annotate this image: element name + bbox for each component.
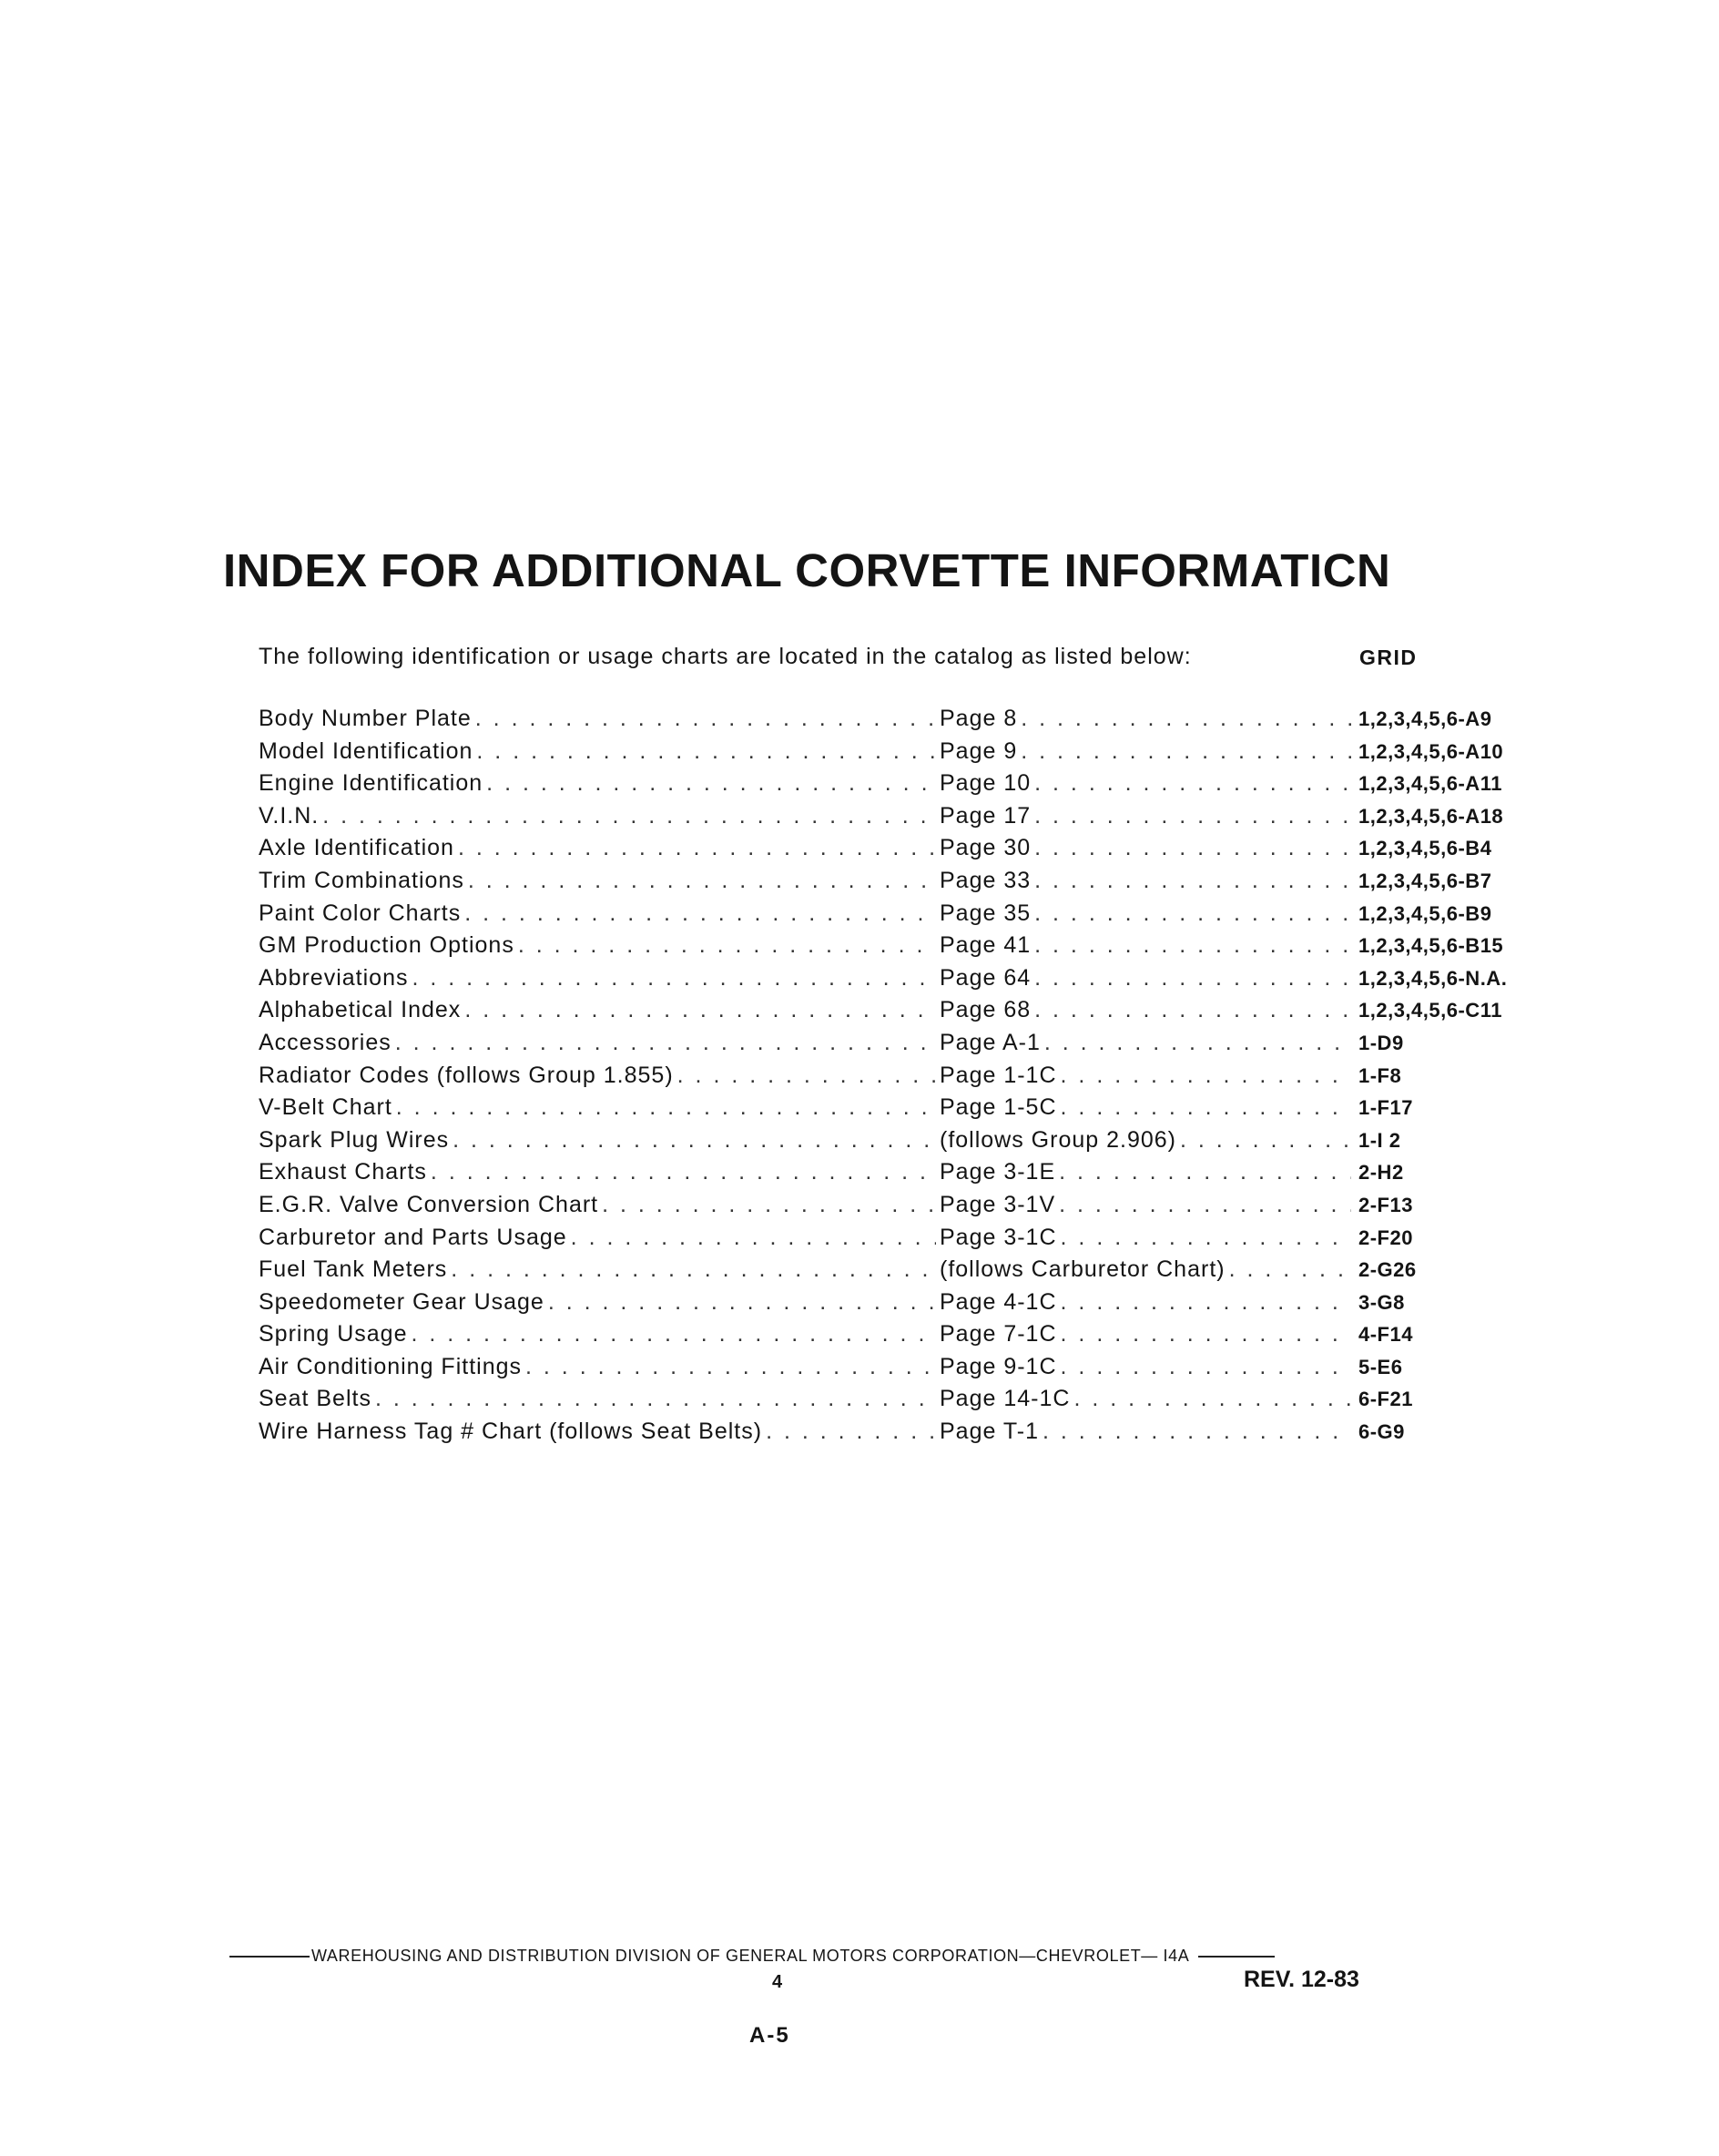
entry-label-cell — [259, 1127, 940, 1154]
dot-leader — [1034, 868, 1351, 894]
dot-leader — [525, 1354, 936, 1380]
entry-page: Page 3-1E — [940, 1159, 1056, 1185]
dot-leader — [395, 1030, 936, 1056]
index-row — [259, 1063, 1533, 1095]
entry-page-cell — [940, 1127, 1355, 1154]
entry-grid: 1-F17 — [1358, 1096, 1413, 1120]
entry-label-cell — [259, 803, 940, 829]
entry-label-cell — [259, 1063, 940, 1089]
entry-label-cell — [259, 1192, 940, 1218]
entry-page-cell — [940, 1063, 1355, 1089]
entry-label: V-Belt Chart — [259, 1094, 392, 1121]
entry-label: V.I.N. — [259, 802, 320, 829]
entry-grid: 4-F14 — [1358, 1323, 1413, 1347]
dot-leader — [396, 1094, 936, 1121]
dot-leader — [451, 1256, 936, 1283]
entry-label-cell — [259, 1386, 940, 1412]
dot-leader — [1034, 900, 1351, 927]
entry-page: Page 30 — [940, 835, 1032, 861]
footer-rule-right — [1198, 1956, 1275, 1958]
dot-leader — [476, 738, 936, 765]
entry-label: Fuel Tank Meters — [259, 1256, 448, 1283]
dot-leader — [1061, 1063, 1351, 1089]
entry-label-cell — [259, 1321, 940, 1348]
entry-grid: 1,2,3,4,5,6-N.A. — [1358, 966, 1508, 990]
index-row — [259, 1159, 1533, 1192]
entry-page-cell — [940, 1419, 1355, 1445]
entry-page: Page 4-1C — [940, 1288, 1057, 1315]
entry-label: Axle Identification — [259, 835, 454, 861]
dot-leader — [1034, 835, 1351, 861]
entry-grid: 5-E6 — [1358, 1355, 1403, 1378]
entry-page-cell — [940, 738, 1355, 765]
footer-division-text: WAREHOUSING AND DISTRIBUTION DIVISION OF GENERAL MOTORS CORPORATION—CHEVROLET— I4A — [311, 1947, 1190, 1965]
page-title: INDEX FOR ADDITIONAL CORVETTE INFORMATICN — [223, 544, 1391, 596]
entry-page-cell — [940, 803, 1355, 829]
entry-page: Page 8 — [940, 706, 1018, 731]
entry-label: E.G.R. Valve Conversion Chart — [259, 1191, 599, 1217]
entry-label-cell — [259, 1159, 940, 1185]
entry-grid: 1-I 2 — [1358, 1128, 1401, 1152]
entry-label: Speedometer Gear Usage — [259, 1288, 544, 1315]
entry-page: Page 10 — [940, 770, 1032, 797]
entry-page-cell — [940, 1094, 1355, 1121]
entry-page: (follows Group 2.906) — [940, 1126, 1177, 1153]
dot-leader — [468, 868, 936, 894]
entry-label-cell — [259, 1256, 940, 1283]
entry-label-cell — [259, 965, 940, 992]
entry-grid: 1-F8 — [1358, 1063, 1402, 1087]
entry-label: Accessories — [259, 1029, 392, 1055]
entry-grid: 2-H2 — [1358, 1161, 1404, 1185]
entry-page-cell — [940, 1256, 1355, 1283]
entry-label-cell — [259, 1094, 940, 1121]
entry-label: Exhaust Charts — [259, 1159, 427, 1185]
dot-leader — [475, 706, 936, 732]
entry-page-cell — [940, 706, 1355, 732]
entry-page: Page 41 — [940, 932, 1032, 959]
index-row — [259, 706, 1533, 738]
entry-label: Body Number Plate — [259, 706, 472, 731]
entry-page: Page 33 — [940, 867, 1032, 893]
entry-grid: 1,2,3,4,5,6-A18 — [1358, 804, 1504, 828]
footer-rule-left — [229, 1956, 310, 1958]
entry-page: Page 14-1C — [940, 1386, 1071, 1412]
index-row — [259, 1192, 1533, 1225]
index-row — [259, 803, 1533, 836]
entry-label-cell — [259, 900, 940, 927]
dot-leader — [464, 900, 936, 927]
footer-revision: REV. 12-83 — [1244, 1967, 1359, 1992]
index-row — [259, 1030, 1533, 1063]
dot-leader — [453, 1127, 936, 1154]
entry-page: Page 9-1C — [940, 1353, 1057, 1379]
entry-page-cell — [940, 835, 1355, 861]
entry-label: Spring Usage — [259, 1321, 408, 1348]
dot-leader — [1034, 997, 1351, 1023]
entry-grid: 1,2,3,4,5,6-B4 — [1358, 837, 1492, 860]
dot-leader — [486, 770, 936, 797]
entry-page-cell — [940, 1354, 1355, 1380]
index-row — [259, 900, 1533, 933]
entry-label-cell — [259, 706, 940, 732]
entry-page-cell — [940, 1321, 1355, 1348]
entry-page: Page A-1 — [940, 1029, 1041, 1055]
dot-leader — [1043, 1419, 1351, 1445]
entry-label-cell — [259, 770, 940, 797]
entry-label: Radiator Codes (follows Group 1.855) — [259, 1062, 674, 1088]
index-row — [259, 932, 1533, 965]
index-row — [259, 1094, 1533, 1127]
entry-label-cell — [259, 932, 940, 959]
dot-leader — [458, 835, 936, 861]
index-row — [259, 1419, 1533, 1451]
index-row — [259, 868, 1533, 900]
entry-page-cell — [940, 1386, 1355, 1412]
dot-leader — [1061, 1289, 1351, 1316]
index-row — [259, 835, 1533, 868]
entry-label: Model Identification — [259, 737, 473, 764]
entry-page: Page 9 — [940, 737, 1018, 764]
entry-grid: 1,2,3,4,5,6-C11 — [1358, 999, 1502, 1022]
entry-label: Paint Color Charts — [259, 900, 462, 926]
entry-label: Abbreviations — [259, 964, 409, 991]
index-row — [259, 997, 1533, 1030]
entry-page-cell — [940, 900, 1355, 927]
entry-page: Page 1-5C — [940, 1094, 1057, 1121]
dot-leader — [602, 1192, 936, 1218]
entry-page: (follows Carburetor Chart) — [940, 1256, 1226, 1283]
entry-grid: 1,2,3,4,5,6-A10 — [1358, 739, 1504, 763]
dot-leader — [431, 1159, 936, 1185]
dot-leader — [322, 803, 936, 829]
entry-page-cell — [940, 932, 1355, 959]
entry-label-cell — [259, 1225, 940, 1251]
entry-grid: 2-G26 — [1358, 1258, 1417, 1282]
dot-leader — [677, 1063, 936, 1089]
dot-leader — [1021, 738, 1351, 765]
dot-leader — [1034, 770, 1351, 797]
entry-label-cell — [259, 1289, 940, 1316]
dot-leader — [1061, 1321, 1351, 1348]
entry-page: Page 3-1V — [940, 1191, 1056, 1217]
entry-label: Seat Belts — [259, 1386, 371, 1412]
entry-label: GM Production Options — [259, 932, 514, 959]
entry-page: Page 7-1C — [940, 1321, 1057, 1348]
entry-label-cell — [259, 1030, 940, 1056]
entry-page-cell — [940, 868, 1355, 894]
index-row — [259, 1354, 1533, 1387]
dot-leader — [1061, 1094, 1351, 1121]
index-row — [259, 770, 1533, 803]
index-row — [259, 1289, 1533, 1322]
dot-leader — [412, 965, 936, 992]
dot-leader — [411, 1321, 936, 1348]
entry-page: Page 35 — [940, 900, 1032, 926]
entry-grid: 2-F20 — [1358, 1225, 1413, 1249]
entry-label-cell — [259, 738, 940, 765]
entry-label: Alphabetical Index — [259, 997, 462, 1023]
entry-label: Trim Combinations — [259, 867, 464, 893]
dot-leader — [766, 1419, 936, 1445]
entry-grid: 6-F21 — [1358, 1388, 1413, 1411]
entry-label-cell — [259, 868, 940, 894]
dot-leader — [548, 1289, 936, 1316]
dot-leader — [571, 1225, 936, 1251]
entry-page: Page T-1 — [940, 1419, 1040, 1445]
dot-leader — [1034, 965, 1351, 992]
entry-page: Page 1-1C — [940, 1062, 1057, 1088]
intro-text: The following identification or usage charts are located in the catalog as listed below: — [259, 644, 1192, 669]
dot-leader — [1061, 1354, 1351, 1380]
entry-grid: 1,2,3,4,5,6-B9 — [1358, 901, 1492, 925]
dot-leader — [1073, 1386, 1351, 1412]
dot-leader — [1180, 1127, 1351, 1154]
grid-column-header: GRID — [1359, 646, 1418, 669]
entry-grid: 1,2,3,4,5,6-B7 — [1358, 869, 1492, 892]
dot-leader — [1044, 1030, 1351, 1056]
entry-label: Carburetor and Parts Usage — [259, 1224, 567, 1250]
footer-page-number: 4 — [772, 1972, 783, 1992]
dot-leader — [518, 932, 936, 959]
index-row — [259, 1225, 1533, 1257]
entry-label-cell — [259, 1419, 940, 1445]
entry-page: Page 64 — [940, 964, 1032, 991]
index-row — [259, 738, 1533, 771]
entry-page: Page 68 — [940, 997, 1032, 1023]
entry-grid: 3-G8 — [1358, 1290, 1405, 1314]
index-row — [259, 965, 1533, 998]
entry-page-cell — [940, 1225, 1355, 1251]
index-row — [259, 1321, 1533, 1354]
entry-label-cell — [259, 1354, 940, 1380]
entry-page-cell — [940, 997, 1355, 1023]
index-list — [259, 706, 1533, 1451]
dot-leader — [1061, 1225, 1351, 1251]
dot-leader — [1229, 1256, 1351, 1283]
dot-leader — [464, 997, 936, 1023]
dot-leader — [1034, 803, 1351, 829]
index-row — [259, 1386, 1533, 1419]
footer-section-code: A-5 — [749, 2023, 790, 2048]
dot-leader — [375, 1386, 936, 1412]
entry-label: Wire Harness Tag # Chart (follows Seat Belts) — [259, 1419, 763, 1445]
index-row — [259, 1256, 1533, 1289]
entry-grid: 1,2,3,4,5,6-A9 — [1358, 707, 1492, 730]
entry-grid: 1,2,3,4,5,6-B15 — [1358, 934, 1504, 958]
entry-label: Air Conditioning Fittings — [259, 1353, 523, 1379]
entry-page-cell — [940, 1159, 1355, 1185]
entry-page-cell — [940, 965, 1355, 992]
entry-grid: 1,2,3,4,5,6-A11 — [1358, 772, 1502, 796]
entry-page: Page 17 — [940, 802, 1032, 829]
entry-grid: 6-G9 — [1358, 1420, 1405, 1444]
entry-grid: 2-F13 — [1358, 1193, 1413, 1216]
entry-label-cell — [259, 835, 940, 861]
entry-page-cell — [940, 1030, 1355, 1056]
dot-leader — [1059, 1159, 1351, 1185]
dot-leader — [1059, 1192, 1351, 1218]
entry-grid: 1-D9 — [1358, 1031, 1404, 1054]
entry-page-cell — [940, 770, 1355, 797]
entry-page: Page 3-1C — [940, 1224, 1057, 1250]
index-row — [259, 1127, 1533, 1160]
entry-label: Engine Identification — [259, 770, 483, 797]
entry-label-cell — [259, 997, 940, 1023]
entry-page-cell — [940, 1192, 1355, 1218]
footer-division-line — [229, 1947, 1375, 1966]
dot-leader — [1034, 932, 1351, 959]
entry-label: Spark Plug Wires — [259, 1126, 450, 1153]
dot-leader — [1021, 706, 1351, 732]
entry-page-cell — [940, 1289, 1355, 1316]
